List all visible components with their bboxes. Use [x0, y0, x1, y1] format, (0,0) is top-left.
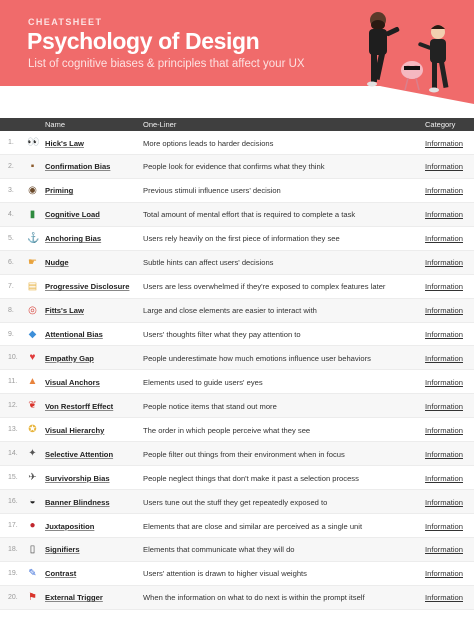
row-name-link[interactable]: Banner Blindness — [45, 497, 110, 507]
row-name-link[interactable]: Juxtaposition — [45, 521, 95, 531]
row-oneliner: Total amount of mental effort that is required to complete a task — [143, 210, 356, 220]
row-oneliner: Users tune out the stuff they get repeatedly exposed to — [143, 497, 328, 507]
row-category-link[interactable]: Information — [425, 473, 463, 483]
anchor-icon: ⚓ — [27, 232, 40, 244]
row-category-link[interactable]: Information — [425, 353, 463, 363]
row-number: 8. — [8, 306, 14, 314]
table-row — [0, 490, 474, 514]
row-category-link[interactable]: Information — [425, 593, 463, 603]
row-name-link[interactable]: Selective Attention — [45, 449, 114, 459]
row-oneliner: People notice items that stand out more — [143, 401, 277, 411]
row-name-link[interactable]: Fitts's Law — [45, 306, 84, 316]
row-oneliner: The order in which people perceive what they see — [143, 425, 311, 435]
medal-icon: ✪ — [28, 424, 37, 436]
row-number: 20. — [8, 593, 18, 601]
row-oneliner: Subtle hints can affect users' decisions — [143, 258, 274, 268]
heart-icon: ♥ — [29, 352, 36, 364]
table-header — [0, 118, 474, 131]
row-category-link[interactable]: Information — [425, 186, 463, 196]
pointing-hand-icon: ☛ — [28, 256, 37, 268]
row-category-link[interactable]: Information — [425, 162, 463, 172]
row-number: 15. — [8, 474, 18, 482]
column-header-name: Name — [45, 120, 66, 129]
row-number: 14. — [8, 450, 18, 458]
row-number: 16. — [8, 498, 18, 506]
row-oneliner: Elements that communicate what they will do — [143, 545, 295, 555]
row-name-link[interactable]: Von Restorff Effect — [45, 401, 114, 411]
table-row — [0, 442, 474, 466]
row-name-link[interactable]: Empathy Gap — [45, 353, 94, 363]
airplane-icon: ✈ — [28, 472, 37, 484]
row-name-link[interactable]: Anchoring Bias — [45, 234, 102, 244]
row-category-link[interactable]: Information — [425, 138, 463, 148]
row-category-link[interactable]: Information — [425, 401, 463, 411]
row-name-link[interactable]: Signifiers — [45, 545, 80, 555]
column-header-oneliner: One-Liner — [143, 120, 177, 129]
target-icon: ◎ — [28, 304, 37, 316]
table-row — [0, 227, 474, 251]
table-row — [0, 131, 474, 155]
table-row — [0, 586, 474, 610]
table-row — [0, 562, 474, 586]
row-category-link[interactable]: Information — [425, 521, 463, 531]
table-row — [0, 370, 474, 394]
row-oneliner: Users' attention is drawn to higher visual weights — [143, 569, 307, 579]
table-row — [0, 394, 474, 418]
briefcase-icon: ▪ — [30, 160, 35, 172]
row-category-link[interactable]: Information — [425, 425, 463, 435]
table-row — [0, 418, 474, 442]
row-name-link[interactable]: Nudge — [45, 258, 69, 268]
chili-icon: ❦ — [28, 400, 37, 412]
table-row — [0, 203, 474, 227]
row-name-link[interactable]: Hick's Law — [45, 138, 84, 148]
row-category-link[interactable]: Information — [425, 282, 463, 292]
row-number: 3. — [8, 186, 14, 194]
row-oneliner: Users' thoughts filter what they pay attention to — [143, 330, 301, 339]
row-oneliner: Users rely heavily on the first piece of information they see — [143, 234, 340, 244]
table-row — [0, 346, 474, 370]
row-number: 18. — [8, 545, 18, 553]
sparkle-icon: ✦ — [28, 448, 37, 460]
eyes-icon: 👀 — [27, 137, 40, 148]
row-category-link[interactable]: Information — [425, 449, 463, 459]
row-oneliner: People neglect things that don't make it past a selection process — [143, 473, 359, 483]
row-number: 19. — [8, 569, 18, 577]
row-category-link[interactable]: Information — [425, 497, 463, 507]
row-oneliner: People filter out things from their environment when in focus — [143, 449, 345, 459]
row-category-link[interactable]: Information — [425, 306, 463, 316]
sunglasses-icon: ◒ — [29, 496, 36, 508]
row-category-link[interactable]: Information — [425, 569, 463, 579]
row-name-link[interactable]: Visual Hierarchy — [45, 425, 105, 435]
row-oneliner: Elements used to guide users' eyes — [143, 377, 263, 387]
row-number: 9. — [8, 330, 14, 338]
row-oneliner: Large and close elements are easier to interact with — [143, 306, 317, 316]
row-number: 7. — [8, 282, 14, 290]
table-row — [0, 155, 474, 179]
row-name-link[interactable]: Attentional Bias — [45, 330, 103, 339]
row-number: 2. — [8, 162, 14, 170]
table-row — [0, 466, 474, 490]
row-oneliner: Previous stimuli influence users' decision — [143, 186, 281, 196]
row-category-link[interactable]: Information — [425, 545, 463, 555]
table-row — [0, 514, 474, 538]
table-row — [0, 538, 474, 562]
table-row — [0, 251, 474, 275]
page-title: Psychology of Design — [27, 28, 260, 54]
row-oneliner: People underestimate how much emotions influence user behaviors — [143, 353, 371, 363]
row-category-link[interactable]: Information — [425, 234, 463, 244]
bias-table — [0, 131, 474, 610]
row-name-link[interactable]: External Trigger — [45, 593, 103, 603]
trigger-icon: ⚑ — [28, 591, 37, 603]
row-name-link[interactable]: Contrast — [45, 569, 77, 579]
page-subtitle: List of cognitive biases & principles that affect your UX — [28, 58, 305, 70]
header-kicker: CHEATSHEET — [28, 17, 103, 27]
table-row — [0, 275, 474, 299]
characters-illustration-icon — [350, 8, 474, 104]
row-name-link[interactable]: Cognitive Load — [45, 210, 100, 220]
row-name-link[interactable]: Confirmation Bias — [45, 162, 111, 172]
table-row — [0, 299, 474, 323]
brain-blocks-icon: ▮ — [29, 208, 36, 220]
row-name-link[interactable]: Visual Anchors — [45, 377, 100, 387]
pyramid-icon: ▲ — [27, 376, 38, 388]
row-number: 13. — [8, 426, 18, 434]
column-header-category: Category — [425, 120, 456, 129]
row-oneliner: When the information on what to do next is within the prompt itself — [143, 593, 365, 603]
row-number: 12. — [8, 402, 18, 410]
crayon-icon: ✎ — [28, 567, 37, 579]
row-number: 4. — [8, 210, 14, 218]
row-number: 11. — [8, 378, 18, 386]
row-category-link[interactable]: Information — [425, 258, 463, 268]
row-category-link[interactable]: Information — [425, 330, 463, 339]
row-name-link[interactable]: Survivorship Bias — [45, 473, 110, 483]
cherries-icon: ● — [29, 520, 36, 531]
table-row — [0, 179, 474, 203]
folder-icon: ▤ — [27, 280, 38, 292]
row-oneliner: Users are less overwhelmed if they're exposed to complex features later — [143, 282, 386, 292]
table-row — [0, 323, 474, 347]
diamond-icon: ◆ — [28, 328, 37, 340]
row-oneliner: More options leads to harder decisions — [143, 138, 274, 148]
row-name-link[interactable]: Progressive Disclosure — [45, 282, 130, 292]
row-name-link[interactable]: Priming — [45, 186, 74, 196]
row-number: 17. — [8, 522, 18, 529]
row-number: 1. — [8, 139, 14, 146]
row-number: 6. — [8, 258, 14, 266]
row-oneliner: Elements that are close and similar are perceived as a single unit — [143, 521, 363, 531]
row-number: 5. — [8, 234, 14, 242]
traffic-light-icon: ▯ — [29, 543, 36, 555]
row-number: 10. — [8, 354, 18, 362]
row-oneliner: People look for evidence that confirms what they think — [143, 162, 325, 172]
eye-icon: ◉ — [28, 184, 37, 196]
row-category-link[interactable]: Information — [425, 377, 463, 387]
row-category-link[interactable]: Information — [425, 210, 463, 220]
